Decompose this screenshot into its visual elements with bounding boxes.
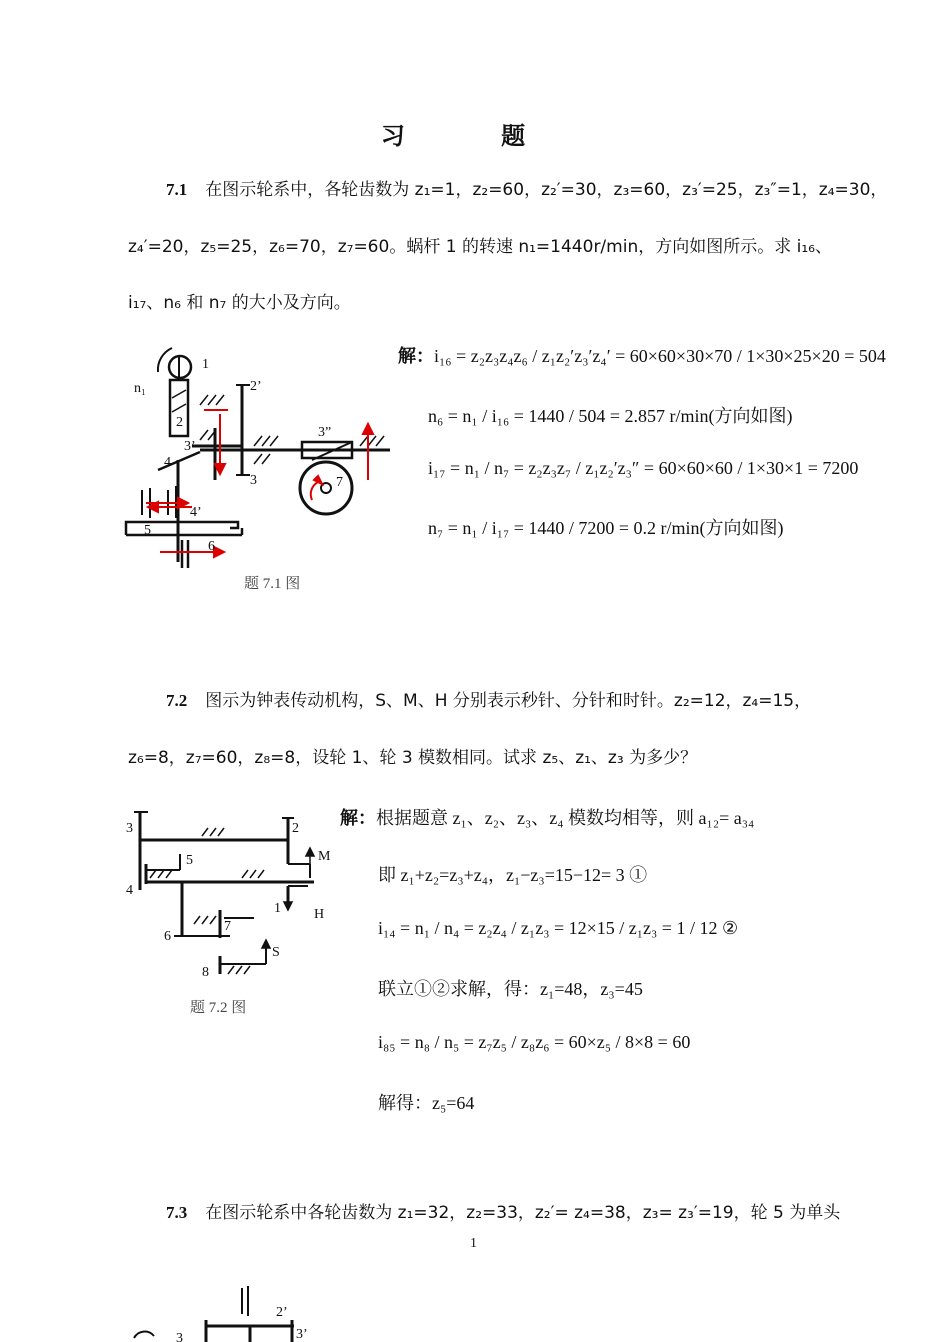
fig-label-n1: n₁ [134,381,146,396]
fig-label-5: 5 [144,523,151,538]
problem-7-2-line1: 7.2 图示为钟表传动机构，S、M、H 分别表示秒针、分针和时针。z₂=12，z₄=15， [166,691,812,711]
fig2-label-7: 7 [224,919,231,934]
fig2-label-H: H [314,907,325,922]
page-title: 习 题 [380,122,570,150]
fig2-label-6: 6 [164,929,171,944]
fig3-label-3p: 3’ [296,1327,308,1342]
fig-label-2: 2 [176,415,183,430]
problem-7-1-line1: 7.1 在图示轮系中，各轮齿数为 z₁=1，z₂=60，z₂′=30，z₃=60，z₃′=25，z₃″=1，z₄=30， [166,180,888,200]
figure-7-2 [120,806,340,996]
solution-7-2-line1: 解：根据题意 z₁、z₂、z₃、z₄ 模数均相等，则 a₁₂= a₃₄ [340,808,755,829]
fig-label-2p: 2’ [250,379,262,394]
fig-label-7: 7 [336,475,343,490]
fig-label-3pp: 3” [318,425,332,440]
figure-7-3-partial [130,1282,350,1342]
fig2-label-5: 5 [186,853,193,868]
fig2-label-S: S [272,945,280,960]
figure-7-1 [120,340,410,570]
fig-label-3p: 3’ [184,439,196,454]
solution-7-2-line4: 解得：z₅=64 [378,1093,475,1113]
fig2-label-8: 8 [202,965,209,980]
solution-7-1-eq4: n₇ = n₁ / i₁₇ = 1440 / 7200 = 0.2 r/min(方向如图) [428,518,784,538]
fig-label-1: 1 [202,357,209,372]
fig2-label-3: 3 [126,821,133,836]
solution-7-1-eq2: n₆ = n₁ / i₁₆ = 1440 / 504 = 2.857 r/min(方向如图) [428,406,793,426]
fig2-label-M: M [318,849,331,864]
figure-7-1-caption: 题 7.1 图 [244,576,301,592]
solution-7-2-eq2: i₈₅ = n₈ / n₅ = z₇z₅ / z₈z₆ = 60×z₅ / 8×8 = 60 [378,1032,691,1052]
problem-number: 7.2 [166,691,188,710]
problem-7-2-line2: z₆=8，z₇=60，z₈=8，设轮 1、轮 3 模数相同。试求 z₅、z₁、z₃ 为多少？ [128,748,698,768]
fig-label-4: 4 [164,455,171,470]
solution-7-2-eq1: i₁₄ = n₁ / n₄ = z₂z₄ / z₁z₃ = 12×15 / z₁z₃ = 1 / 12 ② [378,918,739,938]
problem-number: 7.3 [166,1203,188,1222]
page-number: 1 [470,1236,477,1251]
fig3-label-2p: 2’ [276,1305,288,1320]
solution-7-2-line3: 联立①②求解，得：z₁=48，z₃=45 [378,979,643,999]
fig-label-4p: 4’ [190,505,202,520]
problem-7-3-line1: 7.3 在图示轮系中各轮齿数为 z₁=32，z₂=33，z₂′= z₄=38，z₃= z₃′=19，轮 5 为单头 [166,1203,841,1223]
fig2-label-4: 4 [126,883,133,898]
problem-number: 7.1 [166,180,188,199]
problem-7-1-line2: z₄′=20，z₅=25，z₆=70，z₇=60。蜗杆 1 的转速 n₁=1440r/min，方向如图所示。求 i₁₆、 [128,237,832,257]
figure-7-2-caption: 题 7.2 图 [190,1000,247,1016]
fig2-label-2: 2 [292,821,299,836]
fig3-label-3: 3 [176,1331,183,1342]
solution-7-1-eq1: 解：i₁₆ = z₂z₃z₄z₆ / z₁z₂′z₃′z₄′ = 60×60×30×70 / 1×30×25×20 = 504 [398,346,886,367]
problem-7-1-line3: i₁₇、n₆ 和 n₇ 的大小及方向。 [128,293,351,313]
fig-label-3: 3 [250,473,257,488]
fig-label-6: 6 [208,539,215,554]
solution-7-2-line2: 即 z₁+z₂=z₃+z₄，z₁−z₃=15−12= 3 ① [378,865,648,885]
solution-7-1-eq3: i₁₇ = n₁ / n₇ = z₂z₃z₇ / z₁z₂′z₃″ = 60×60×60 / 1×30×1 = 7200 [428,458,859,478]
fig2-label-1: 1 [274,901,281,916]
